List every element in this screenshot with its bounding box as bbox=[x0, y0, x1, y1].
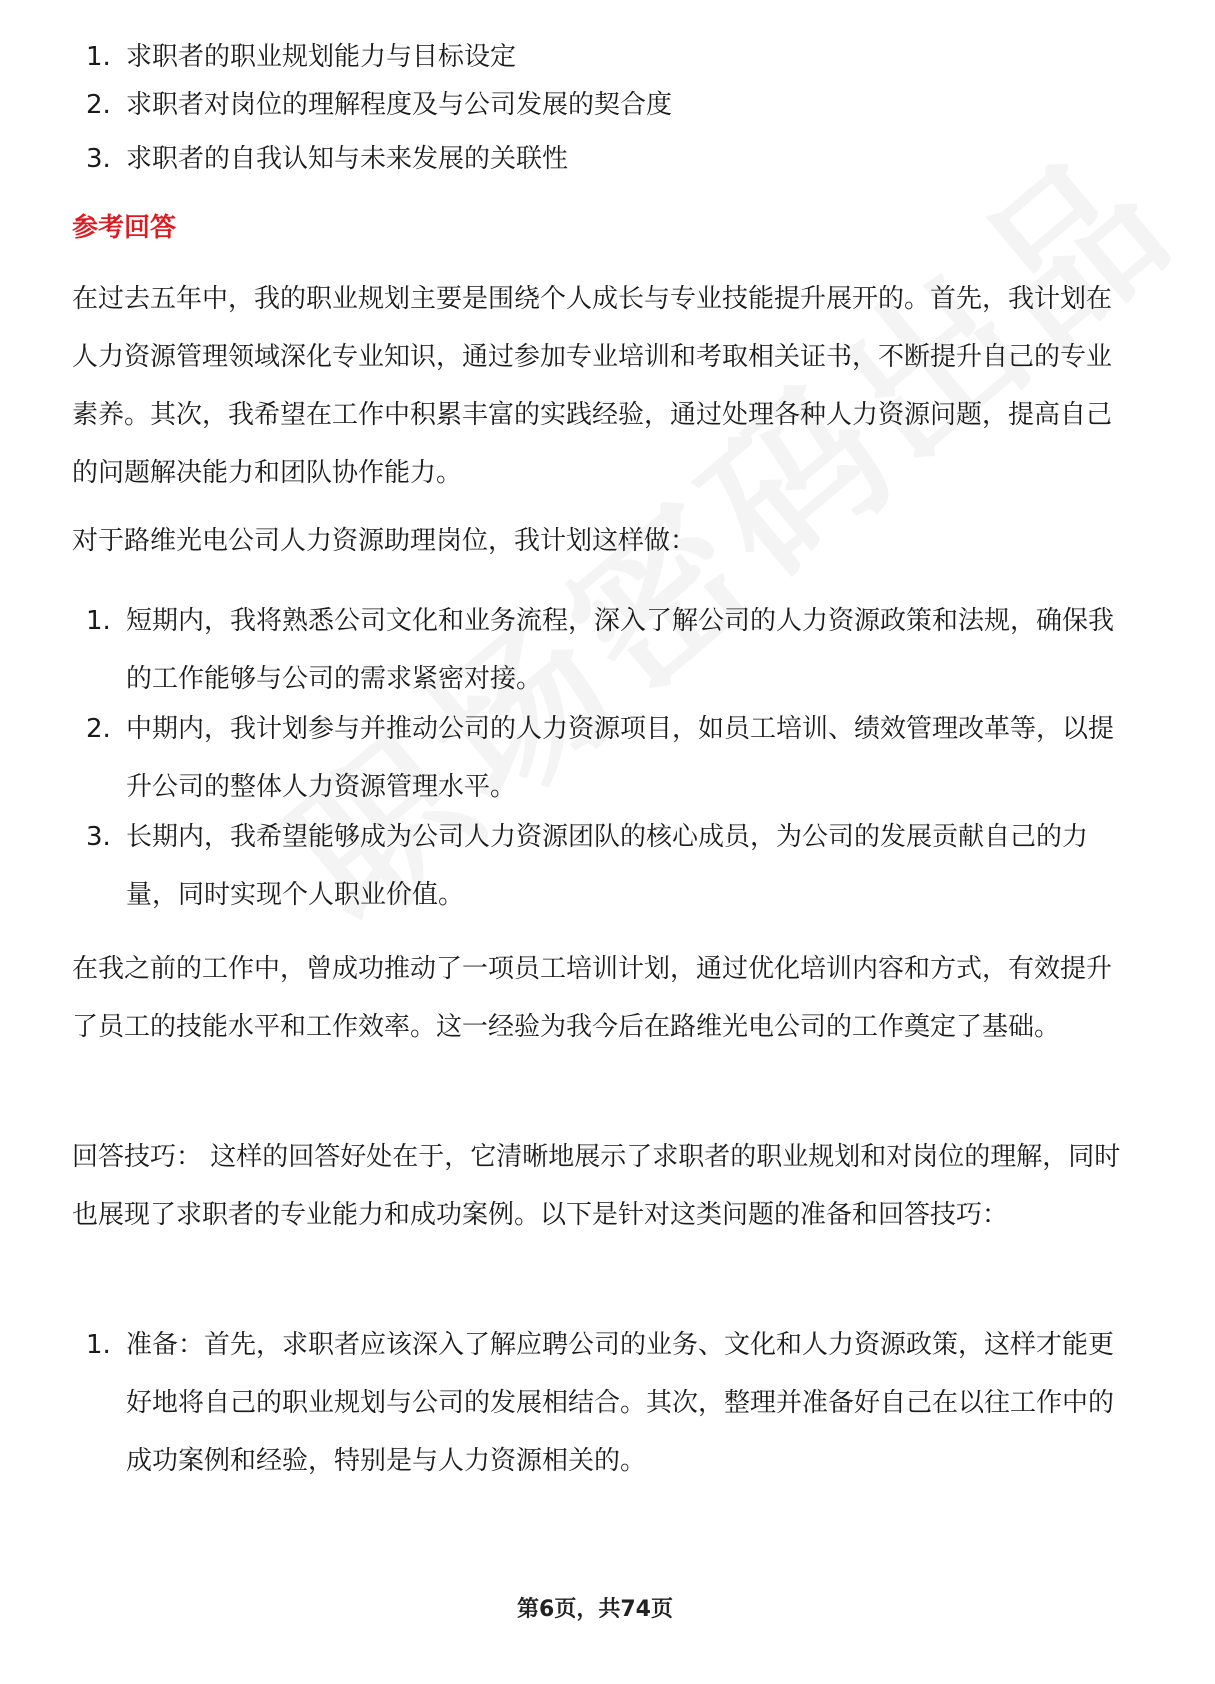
list-number: 2. bbox=[86, 90, 111, 120]
list-item bbox=[72, 76, 1122, 134]
list-item bbox=[72, 700, 1122, 816]
page-footer: 第6页，共74页 bbox=[517, 1597, 673, 1622]
list-text: 求职者的自我认知与未来发展的关联性 bbox=[126, 144, 569, 174]
list-number: 2. bbox=[86, 714, 111, 744]
answer-heading: 参考回答 bbox=[72, 213, 177, 243]
list-number: 1. bbox=[86, 1330, 111, 1360]
list-item bbox=[72, 808, 1122, 924]
cut-off-list-item bbox=[0, 0, 1190, 72]
list-number: 3. bbox=[86, 144, 111, 174]
list-text: 求职者的职业规划能力与目标设定 bbox=[126, 42, 517, 72]
list-text: 短期内，我将熟悉公司文化和业务流程，深入了解公司的人力资源政策和法规，确保我的工作能够与公司的需求紧密对接。 bbox=[126, 606, 1115, 694]
list-item bbox=[72, 130, 1122, 188]
list-item bbox=[72, 592, 1122, 708]
list-text: 长期内，我希望能够成为公司人力资源团队的核心成员，为公司的发展贡献自己的力量，同时实现个人职业价值。 bbox=[126, 822, 1089, 910]
paragraph-position-plan: 对于路维光电公司人力资源助理岗位，我计划这样做： bbox=[72, 526, 697, 556]
paragraph-career-plan: 在过去五年中，我的职业规划主要是围绕个人成长与专业技能提升展开的。首先，我计划在人力资源管理领域深化专业知识，通过参加专业培训和考取相关证书，不断提升自己的专业素养。其次，我希望在工作中积累丰富的实践经验，通过处理各种人力资源问题，提高自己的问题解决能力和团队协作能力。 bbox=[72, 284, 1113, 488]
list-number: 3. bbox=[86, 822, 111, 852]
list-text: 准备：首先，求职者应该深入了解应聘公司的业务、文化和人力资源政策，这样才能更好地将自己的职业规划与公司的发展相结合。其次，整理并准备好自己在以往工作中的成功案例和经验，特别是与人力资源相关的。 bbox=[126, 1330, 1115, 1476]
list-text: 中期内，我计划参与并推动公司的人力资源项目，如员工培训、绩效管理改革等，以提升公司的整体人力资源管理水平。 bbox=[126, 714, 1115, 802]
list-number: 1. bbox=[86, 606, 111, 636]
list-number: 1. bbox=[86, 42, 111, 72]
paragraph-answer-tips: 回答技巧： 这样的回答好处在于，它清晰地展示了求职者的职业规划和对岗位的理解，同时也展现了求职者的专业能力和成功案例。以下是针对这类问题的准备和回答技巧： bbox=[72, 1142, 1121, 1230]
list-text: 求职者对岗位的理解程度及与公司发展的契合度 bbox=[126, 90, 673, 120]
paragraph-experience: 在我之前的工作中，曾成功推动了一项员工培训计划，通过优化培训内容和方式，有效提升了员工的技能水平和工作效率。这一经验为我今后在路维光电公司的工作奠定了基础。 bbox=[72, 954, 1113, 1042]
list-item bbox=[72, 1316, 1122, 1490]
